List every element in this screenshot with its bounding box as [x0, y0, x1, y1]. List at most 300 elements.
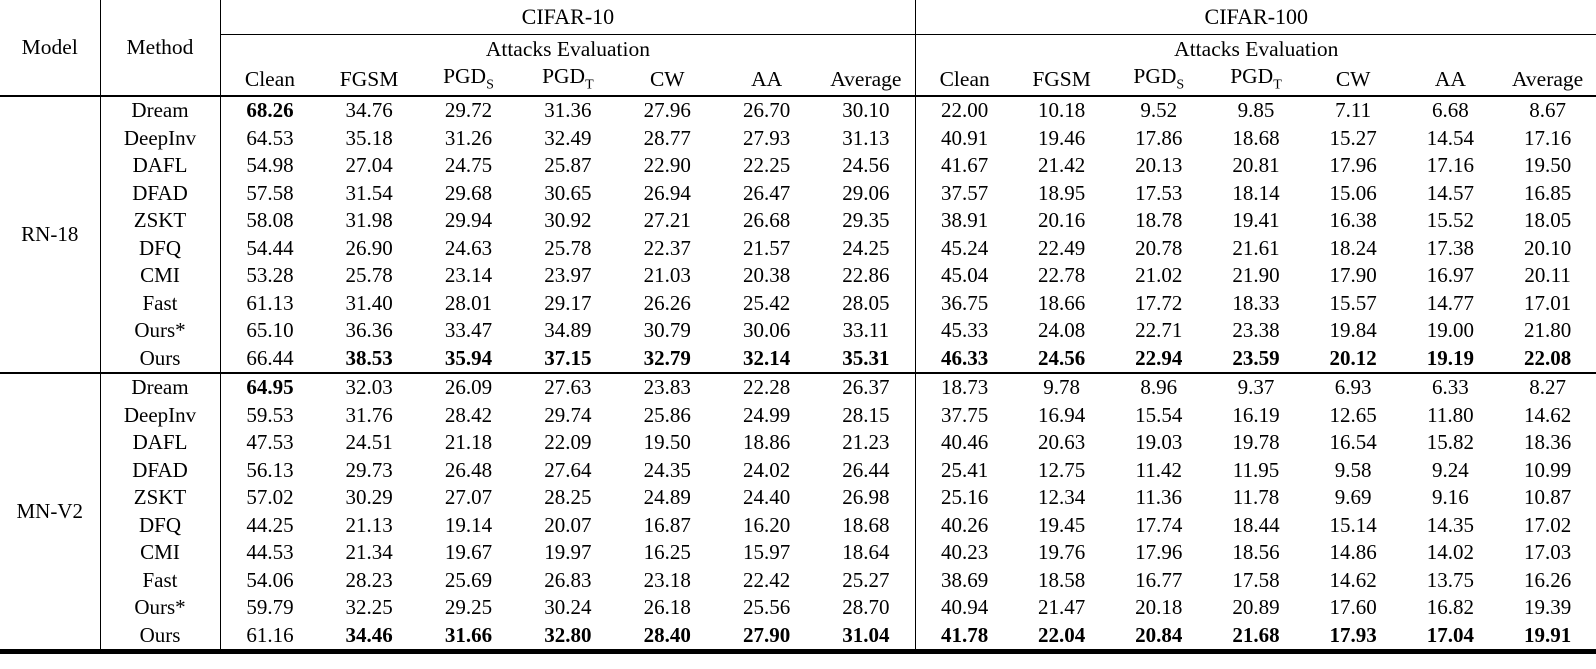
value-cell: 25.86 — [643, 402, 691, 427]
value-cell: 25.27 — [816, 567, 915, 595]
value-cell: 25.42 — [743, 290, 791, 315]
value-cell: 29.06 — [816, 180, 915, 208]
col-header-aa-c100: AA — [1434, 66, 1466, 91]
value-cell: 9.37 — [1237, 375, 1275, 400]
value-cell: 20.10 — [1523, 235, 1572, 260]
value-cell: 22.42 — [743, 567, 791, 592]
value-cell: 19.76 — [1037, 540, 1086, 565]
value-cell: 18.95 — [1037, 180, 1086, 205]
value-cell: 24.89 — [643, 485, 691, 510]
value-cell: 31.54 — [345, 180, 393, 205]
col-header-cw-c10: CW — [649, 66, 685, 91]
value-cell: 31.98 — [345, 208, 393, 233]
value-cell: 34.89 — [544, 318, 592, 343]
value-cell: 30.92 — [544, 208, 592, 233]
value-cell: 25.69 — [444, 567, 493, 592]
value-cell: 64.53 — [246, 125, 294, 150]
value-cell: 17.86 — [1135, 125, 1183, 150]
table-row — [0, 457, 1596, 485]
value-cell: 38.69 — [941, 567, 989, 592]
value-cell: 11.78 — [1232, 485, 1280, 510]
table-row — [0, 373, 1596, 402]
value-cell: 37.75 — [941, 402, 989, 427]
table-row — [0, 594, 1596, 622]
method-label: DFAD — [100, 457, 220, 485]
value-cell: 30.29 — [345, 485, 393, 510]
value-cell: 22.04 — [1037, 622, 1086, 647]
model-group — [0, 373, 1596, 652]
value-cell: 16.19 — [1232, 402, 1280, 427]
value-cell: 29.17 — [544, 290, 592, 315]
value-cell: 40.94 — [941, 595, 989, 620]
value-cell: 54.98 — [246, 153, 294, 178]
value-cell: 22.49 — [1037, 235, 1086, 260]
value-cell: 20.13 — [1135, 153, 1183, 178]
value-cell: 16.77 — [1135, 567, 1183, 592]
value-cell: 20.63 — [1037, 430, 1086, 455]
value-cell: 18.73 — [941, 375, 989, 400]
col-header-clean-c100: Clean — [939, 66, 990, 91]
value-cell: 15.82 — [1426, 430, 1474, 455]
value-cell: 35.18 — [345, 125, 393, 150]
value-cell: 17.93 — [1329, 622, 1377, 647]
value-cell: 27.63 — [544, 375, 592, 400]
value-cell: 38.53 — [345, 345, 393, 370]
value-cell: 32.79 — [643, 345, 691, 370]
value-cell: 19.78 — [1232, 430, 1280, 455]
col-header-fgsm-c100: FGSM — [1032, 66, 1091, 91]
value-cell: 28.15 — [816, 402, 915, 430]
value-cell: 19.67 — [444, 540, 493, 565]
value-cell: 40.23 — [941, 540, 989, 565]
value-cell: 31.36 — [544, 98, 592, 123]
value-cell: 29.74 — [544, 402, 592, 427]
value-cell: 25.56 — [743, 595, 791, 620]
value-cell: 25.78 — [345, 263, 393, 288]
value-cell: 17.38 — [1426, 235, 1474, 260]
model-label: MN-V2 — [0, 373, 100, 652]
value-cell: 19.45 — [1037, 512, 1086, 537]
value-cell: 14.02 — [1426, 540, 1474, 565]
method-label: Ours — [100, 622, 220, 652]
value-cell: 19.41 — [1232, 208, 1280, 233]
value-cell: 29.72 — [444, 98, 493, 123]
value-cell: 15.14 — [1329, 512, 1377, 537]
value-cell: 22.37 — [643, 235, 691, 260]
value-cell: 28.40 — [643, 622, 691, 647]
value-cell: 6.33 — [1431, 375, 1469, 400]
method-label: Dream — [100, 96, 220, 125]
col-header-average-c100: Average — [1511, 66, 1584, 91]
table-row — [0, 429, 1596, 457]
value-cell: 31.13 — [816, 125, 915, 153]
value-cell: 18.68 — [816, 512, 915, 540]
value-cell: 9.52 — [1140, 98, 1178, 123]
value-cell: 24.99 — [743, 402, 791, 427]
value-cell: 18.05 — [1523, 208, 1572, 233]
table-row — [0, 402, 1596, 430]
value-cell: 22.78 — [1037, 263, 1086, 288]
value-cell: 16.82 — [1426, 595, 1474, 620]
value-cell: 35.31 — [816, 345, 915, 374]
method-label: Dream — [100, 373, 220, 402]
value-cell: 28.23 — [345, 567, 393, 592]
value-cell: 27.64 — [544, 457, 592, 482]
value-cell: 17.02 — [1523, 512, 1572, 537]
value-cell: 17.90 — [1329, 263, 1377, 288]
value-cell: 16.97 — [1426, 263, 1474, 288]
value-cell: 19.84 — [1329, 318, 1377, 343]
value-cell: 17.16 — [1523, 125, 1572, 150]
value-cell: 28.70 — [816, 594, 915, 622]
value-cell: 17.72 — [1135, 290, 1183, 315]
value-cell: 38.91 — [941, 208, 989, 233]
col-header-pgds-c100: $PGD_S$ — [1133, 64, 1185, 93]
value-cell: 9.16 — [1431, 485, 1469, 510]
value-cell: 21.68 — [1232, 622, 1280, 647]
value-cell: 44.25 — [246, 512, 294, 537]
value-cell: 17.74 — [1135, 512, 1183, 537]
value-cell: 61.16 — [246, 622, 294, 647]
value-cell: 28.42 — [444, 402, 493, 427]
method-label: Ours* — [100, 594, 220, 622]
value-cell: 32.14 — [743, 345, 791, 370]
value-cell: 17.96 — [1329, 153, 1377, 178]
attacks-eval-label-cifar100: Attacks Evaluation — [1174, 36, 1339, 61]
value-cell: 34.76 — [345, 98, 393, 123]
value-cell: 21.90 — [1232, 263, 1280, 288]
value-cell: 22.90 — [643, 153, 691, 178]
value-cell: 15.06 — [1329, 180, 1377, 205]
value-cell: 21.34 — [345, 540, 393, 565]
value-cell: 6.68 — [1431, 98, 1469, 123]
method-label: Fast — [100, 290, 220, 318]
method-label: DFQ — [100, 235, 220, 263]
value-cell: 9.58 — [1334, 457, 1372, 482]
value-cell: 15.54 — [1135, 402, 1183, 427]
value-cell: 22.09 — [544, 430, 592, 455]
value-cell: 25.16 — [941, 485, 989, 510]
value-cell: 15.27 — [1329, 125, 1377, 150]
value-cell: 24.51 — [345, 430, 393, 455]
method-label: DeepInv — [100, 402, 220, 430]
value-cell: 17.96 — [1135, 540, 1183, 565]
value-cell: 11.36 — [1135, 485, 1183, 510]
value-cell: 53.28 — [246, 263, 294, 288]
method-label: Ours — [100, 345, 220, 374]
value-cell: 6.93 — [1334, 375, 1372, 400]
col-header-fgsm-c10: FGSM — [339, 66, 399, 91]
value-cell: 17.16 — [1426, 153, 1474, 178]
value-cell: 24.56 — [816, 152, 915, 180]
value-cell: 34.46 — [345, 622, 393, 647]
value-cell: 20.89 — [1232, 595, 1280, 620]
table-row — [0, 345, 1596, 374]
value-cell: 10.99 — [1523, 457, 1572, 482]
value-cell: 25.87 — [544, 153, 592, 178]
value-cell: 26.70 — [743, 98, 791, 123]
value-cell: 9.24 — [1431, 457, 1469, 482]
value-cell: 37.57 — [941, 180, 989, 205]
table-row — [0, 207, 1596, 235]
value-cell: 20.18 — [1135, 595, 1183, 620]
value-cell: 17.04 — [1426, 622, 1474, 647]
method-label: Fast — [100, 567, 220, 595]
table-row — [0, 262, 1596, 290]
table-row — [0, 180, 1596, 208]
value-cell: 14.62 — [1523, 402, 1572, 427]
value-cell: 54.06 — [246, 567, 294, 592]
method-label: DAFL — [100, 152, 220, 180]
value-cell: 14.35 — [1426, 512, 1474, 537]
value-cell: 21.02 — [1135, 263, 1183, 288]
value-cell: 23.59 — [1232, 345, 1280, 370]
value-cell: 8.67 — [1529, 98, 1566, 123]
value-cell: 27.96 — [643, 98, 691, 123]
value-cell: 20.12 — [1329, 345, 1377, 370]
value-cell: 11.95 — [1232, 457, 1280, 482]
value-cell: 33.11 — [816, 317, 915, 345]
method-label: ZSKT — [100, 484, 220, 512]
value-cell: 19.97 — [544, 540, 592, 565]
col-header-average-c10: Average — [816, 63, 915, 96]
value-cell: 20.81 — [1232, 153, 1280, 178]
value-cell: 11.42 — [1135, 457, 1183, 482]
value-cell: 18.78 — [1135, 208, 1183, 233]
value-cell: 20.11 — [1524, 263, 1571, 288]
value-cell: 45.24 — [941, 235, 989, 260]
table-row — [0, 512, 1596, 540]
value-cell: 61.13 — [246, 290, 294, 315]
value-cell: 29.25 — [444, 595, 493, 620]
value-cell: 16.85 — [1523, 180, 1572, 205]
value-cell: 24.35 — [643, 457, 691, 482]
value-cell: 24.08 — [1037, 318, 1086, 343]
value-cell: 15.52 — [1426, 208, 1474, 233]
value-cell: 19.46 — [1037, 125, 1086, 150]
value-cell: 18.33 — [1232, 290, 1280, 315]
value-cell: 16.94 — [1037, 402, 1086, 427]
value-cell: 56.13 — [246, 457, 294, 482]
value-cell: 45.33 — [941, 318, 989, 343]
value-cell: 37.15 — [544, 345, 592, 370]
value-cell: 21.13 — [345, 512, 393, 537]
value-cell: 27.07 — [444, 485, 493, 510]
table-row — [0, 539, 1596, 567]
value-cell: 18.24 — [1329, 235, 1377, 260]
value-cell: 16.38 — [1329, 208, 1377, 233]
value-cell: 30.65 — [544, 180, 592, 205]
value-cell: 19.50 — [1523, 153, 1572, 178]
value-cell: 46.33 — [941, 345, 989, 370]
value-cell: 41.67 — [941, 153, 989, 178]
value-cell: 64.95 — [246, 375, 294, 400]
value-cell: 16.54 — [1329, 430, 1377, 455]
value-cell: 12.75 — [1037, 457, 1086, 482]
col-header-aa-c10: AA — [751, 66, 783, 91]
value-cell: 26.48 — [444, 457, 493, 482]
value-cell: 19.50 — [643, 430, 691, 455]
value-cell: 8.96 — [1140, 375, 1178, 400]
value-cell: 22.71 — [1135, 318, 1183, 343]
value-cell: 24.02 — [743, 457, 791, 482]
value-cell: 27.90 — [743, 622, 791, 647]
value-cell: 15.57 — [1329, 290, 1377, 315]
value-cell: 30.24 — [544, 595, 592, 620]
value-cell: 24.56 — [1037, 345, 1086, 370]
method-label: DeepInv — [100, 125, 220, 153]
table-row — [0, 125, 1596, 153]
value-cell: 21.57 — [743, 235, 791, 260]
method-label: DFAD — [100, 180, 220, 208]
value-cell: 11.80 — [1427, 402, 1474, 427]
value-cell: 26.47 — [743, 180, 791, 205]
table-header — [0, 0, 1596, 96]
value-cell: 27.21 — [643, 208, 691, 233]
value-cell: 16.87 — [643, 512, 691, 537]
value-cell: 18.64 — [816, 539, 915, 567]
value-cell: 31.76 — [345, 402, 393, 427]
value-cell: 58.08 — [246, 208, 294, 233]
value-cell: 29.35 — [816, 207, 915, 235]
attacks-eval-header-row — [0, 35, 1596, 64]
table-row — [0, 152, 1596, 180]
value-cell: 66.44 — [246, 345, 294, 370]
value-cell: 21.47 — [1037, 595, 1086, 620]
value-cell: 36.36 — [345, 318, 393, 343]
value-cell: 14.86 — [1329, 540, 1377, 565]
col-header-pgds-c10: $PGD_S$ — [443, 64, 494, 93]
value-cell: 28.25 — [544, 485, 592, 510]
value-cell: 26.26 — [643, 290, 691, 315]
table-row — [0, 484, 1596, 512]
value-cell: 31.40 — [345, 290, 393, 315]
value-cell: 20.78 — [1135, 235, 1183, 260]
value-cell: 30.10 — [816, 96, 915, 125]
value-cell: 14.57 — [1426, 180, 1474, 205]
value-cell: 44.53 — [246, 540, 294, 565]
value-cell: 19.14 — [444, 512, 493, 537]
value-cell: 21.61 — [1232, 235, 1280, 260]
value-cell: 32.03 — [345, 375, 393, 400]
value-cell: 19.39 — [1523, 595, 1572, 620]
value-cell: 40.91 — [941, 125, 989, 150]
value-cell: 23.14 — [444, 263, 493, 288]
value-cell: 23.83 — [643, 375, 691, 400]
value-cell: 16.26 — [1523, 567, 1572, 592]
value-cell: 26.98 — [816, 484, 915, 512]
value-cell: 40.46 — [941, 430, 989, 455]
value-cell: 22.08 — [1523, 345, 1572, 370]
value-cell: 17.58 — [1232, 567, 1280, 592]
value-cell: 24.63 — [444, 235, 493, 260]
value-cell: 18.44 — [1232, 512, 1280, 537]
value-cell: 45.04 — [941, 263, 989, 288]
dataset-header-cifar10: CIFAR-10 — [220, 0, 916, 35]
table-row — [0, 235, 1596, 263]
value-cell: 26.37 — [816, 373, 915, 402]
value-cell: 29.73 — [345, 457, 393, 482]
value-cell: 19.00 — [1426, 318, 1474, 343]
col-header-pgdt-c10: $PGD_T$ — [542, 64, 594, 93]
value-cell: 24.75 — [444, 153, 493, 178]
method-label: ZSKT — [100, 207, 220, 235]
value-cell: 10.18 — [1037, 98, 1086, 123]
value-cell: 12.34 — [1037, 485, 1086, 510]
value-cell: 20.38 — [743, 263, 791, 288]
value-cell: 41.78 — [941, 622, 989, 647]
value-cell: 14.62 — [1329, 567, 1377, 592]
value-cell: 32.25 — [345, 595, 393, 620]
method-label: DAFL — [100, 429, 220, 457]
value-cell: 31.04 — [816, 622, 915, 652]
col-header-pgdt-c100: $PGD_T$ — [1230, 64, 1282, 93]
value-cell: 14.77 — [1426, 290, 1474, 315]
value-cell: 24.40 — [743, 485, 791, 510]
value-cell: 20.07 — [544, 512, 592, 537]
value-cell: 27.04 — [345, 153, 393, 178]
model-label: RN-18 — [0, 96, 100, 373]
value-cell: 17.03 — [1523, 540, 1572, 565]
value-cell: 20.84 — [1135, 622, 1183, 647]
value-cell: 21.18 — [444, 430, 493, 455]
attacks-eval-label-cifar10: Attacks Evaluation — [220, 35, 916, 64]
value-cell: 10.87 — [1523, 485, 1572, 510]
value-cell: 9.69 — [1334, 485, 1372, 510]
value-cell: 40.26 — [941, 512, 989, 537]
value-cell: 22.28 — [743, 375, 791, 400]
col-header-method: Method — [100, 0, 220, 96]
value-cell: 33.47 — [444, 318, 493, 343]
value-cell: 17.01 — [1523, 290, 1572, 315]
value-cell: 26.68 — [743, 208, 791, 233]
value-cell: 28.05 — [816, 290, 915, 318]
value-cell: 9.85 — [1237, 98, 1275, 123]
value-cell: 29.94 — [444, 208, 493, 233]
method-label: Ours* — [100, 317, 220, 345]
value-cell: 18.66 — [1037, 290, 1086, 315]
value-cell: 54.44 — [246, 235, 294, 260]
method-label: CMI — [100, 539, 220, 567]
value-cell: 16.20 — [743, 512, 791, 537]
value-cell: 21.03 — [643, 263, 691, 288]
value-cell: 57.02 — [246, 485, 294, 510]
value-cell: 21.42 — [1037, 153, 1086, 178]
value-cell: 22.94 — [1135, 345, 1183, 370]
value-cell: 59.79 — [246, 595, 294, 620]
value-cell: 19.19 — [1426, 345, 1474, 370]
value-cell: 18.58 — [1037, 567, 1086, 592]
value-cell: 12.65 — [1329, 402, 1377, 427]
value-cell: 7.11 — [1335, 98, 1372, 123]
attack-columns-header-row — [0, 63, 1596, 96]
table-row — [0, 290, 1596, 318]
value-cell: 26.90 — [345, 235, 393, 260]
table-row — [0, 622, 1596, 652]
table-row — [0, 317, 1596, 345]
value-cell: 18.68 — [1232, 125, 1280, 150]
value-cell: 16.25 — [643, 540, 691, 565]
value-cell: 19.91 — [1523, 622, 1572, 647]
value-cell: 26.44 — [816, 457, 915, 485]
value-cell: 25.41 — [941, 457, 989, 482]
value-cell: 17.60 — [1329, 595, 1377, 620]
value-cell: 14.54 — [1426, 125, 1474, 150]
value-cell: 29.68 — [444, 180, 493, 205]
model-group — [0, 96, 1596, 373]
value-cell: 18.56 — [1232, 540, 1280, 565]
value-cell: 32.49 — [544, 125, 592, 150]
